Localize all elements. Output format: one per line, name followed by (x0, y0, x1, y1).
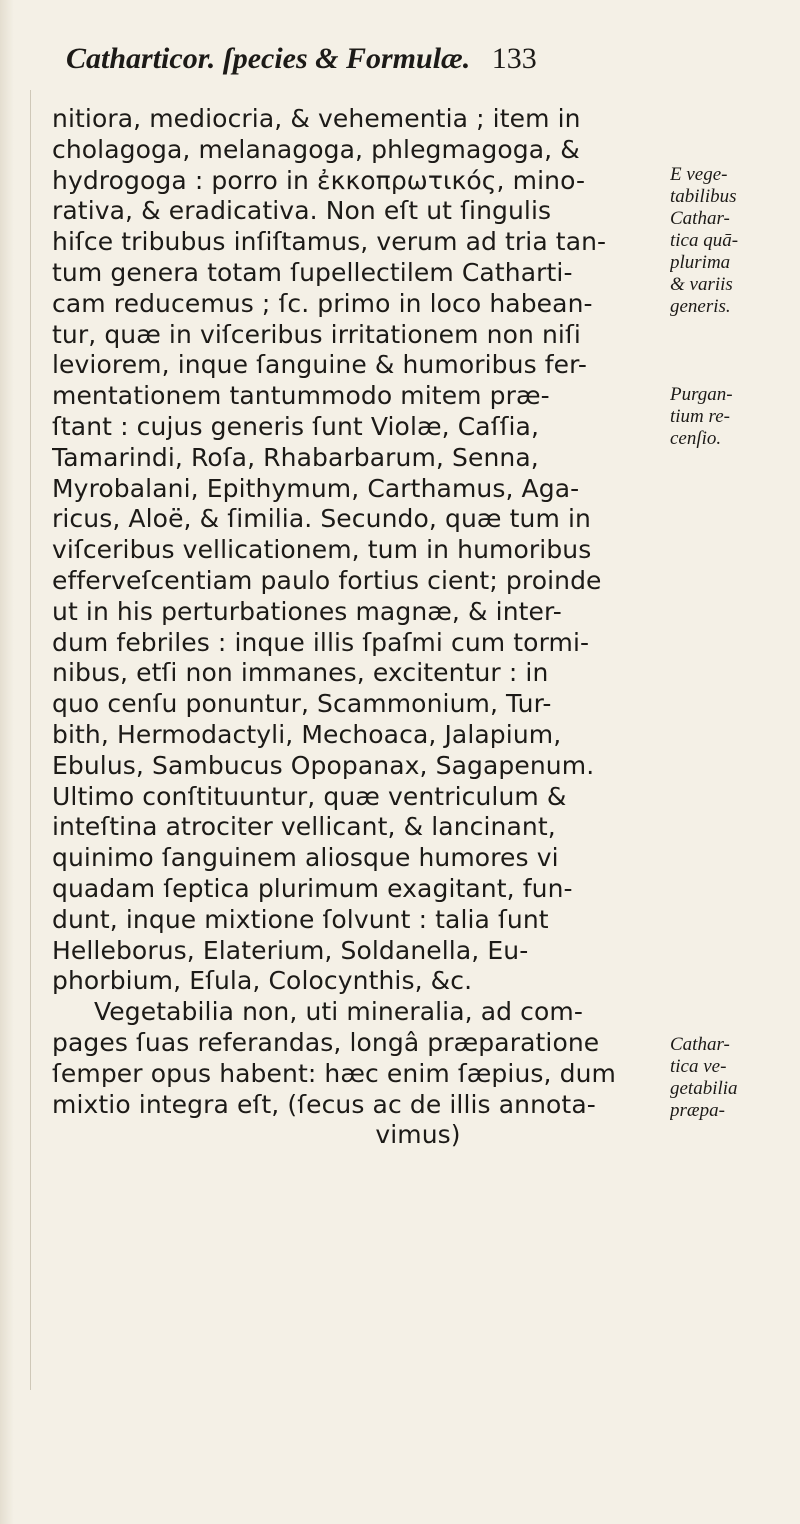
margin-note-line: tica ve- (670, 1056, 727, 1077)
page-edge (0, 0, 14, 1524)
text-line: Tamarindi, Roſa, Rhabarbarum, Senna, (52, 442, 539, 472)
margin-note-line: cenſio. (670, 428, 722, 449)
text-line: vimus) (375, 1120, 461, 1150)
text-line: hydrogoga : porro in ἐκκοπρωτικός, mino- (52, 165, 586, 195)
text-line: efferveſcentiam paulo fortius cient; proinde (52, 565, 602, 595)
margin-note-line: getabilia (670, 1078, 738, 1099)
text-line: dunt, inque mixtione ſolvunt : talia ſunt (52, 904, 549, 934)
margin-note-line: tica quā- (670, 230, 739, 251)
margin-note-line: tabilibus (670, 186, 737, 207)
text-line: dum febriles : inque illis ſpaſmi cum tormi- (52, 627, 590, 657)
margin-note-line: & variis (670, 274, 733, 295)
text-line: Vegetabilia non, uti mineralia, ad com- (94, 997, 583, 1027)
text-line: ſemper opus habent: hæc enim ſæpius, dum (52, 1058, 616, 1088)
running-header (66, 42, 666, 92)
text-line: quadam ſeptica plurimum exagitant, fun- (52, 873, 573, 903)
margin-note-line: Cathar- (670, 1034, 730, 1055)
margin-note (670, 164, 796, 318)
text-line: viſceribus vellicationem, tum in humoribus (52, 535, 592, 565)
header-title: Catharticor. ſpecies & Formulæ. (66, 42, 471, 75)
margin-note-line: tium re- (670, 406, 730, 427)
margin-note-line: generis. (670, 296, 731, 317)
margin-note-line: præpa- (670, 1100, 725, 1121)
margin-note-line: Cathar- (670, 208, 730, 229)
text-line: cam reducemus ; ſc. primo in loco habean- (52, 288, 593, 318)
text-line: rativa, & eradicativa. Non eſt ut ſingulis (52, 196, 552, 226)
text-line: tur, quæ in viſceribus irritationem non niſi (52, 319, 581, 349)
page-number: 133 (491, 42, 537, 75)
text-line: pages ſuas referandas, longâ præparatione (52, 1027, 600, 1057)
text-line: ricus, Aloë, & ſimilia. Secundo, quæ tum in (52, 504, 591, 534)
text-line: nitiora, mediocria, & vehementia ; item in (52, 104, 581, 133)
text-line: cholagoga, melanagoga, phlegmagoga, & (52, 134, 580, 164)
text-line: quo cenſu ponuntur, Scammonium, Tur- (52, 689, 552, 719)
text-line: quinimo ſanguinem aliosque humores vi (52, 843, 559, 873)
text-line: nibus, etſi non immanes, excitentur : in (52, 658, 549, 688)
margin-note (670, 1034, 796, 1122)
text-line: Helleborus, Elaterium, Soldanella, Eu- (52, 935, 529, 965)
text-line: bith, Hermodactyli, Mechoaca, Jalapium, (52, 719, 562, 749)
margin-note-line: plurima (670, 252, 731, 273)
gutter-line (30, 90, 31, 1390)
text-line: mixtio integra eſt, (ſecus ac de illis annota- (52, 1089, 596, 1119)
text-line: hiſce tribubus inſiſtamus, verum ad tria tan- (52, 227, 607, 257)
body-text (52, 104, 664, 1151)
text-line: tum genera totam ſupellectilem Catharti- (52, 257, 573, 287)
text-line: phorbium, Eſula, Colocynthis, &c. (52, 966, 473, 996)
text-line: inteſtina atrociter vellicant, & lancinant, (52, 812, 556, 842)
margin-note-line: E vege- (670, 164, 728, 185)
text-line: ſtant : cujus generis ſunt Violæ, Caſſia, (52, 411, 540, 441)
text-line: Myrobalani, Epithymum, Carthamus, Aga- (52, 473, 580, 503)
text-line: Ultimo conſtituuntur, quæ ventriculum & (52, 781, 567, 811)
text-line: Ebulus, Sambucus Opopanax, Sagapenum. (52, 750, 595, 780)
text-line: leviorem, inque ſanguine & humoribus fer- (52, 350, 588, 380)
text-line: ut in his perturbationes magnæ, & inter- (52, 596, 562, 626)
text-line: mentationem tantummodo mitem præ- (52, 381, 550, 411)
margin-note (670, 384, 796, 450)
margin-note-line: Purgan- (670, 384, 733, 405)
